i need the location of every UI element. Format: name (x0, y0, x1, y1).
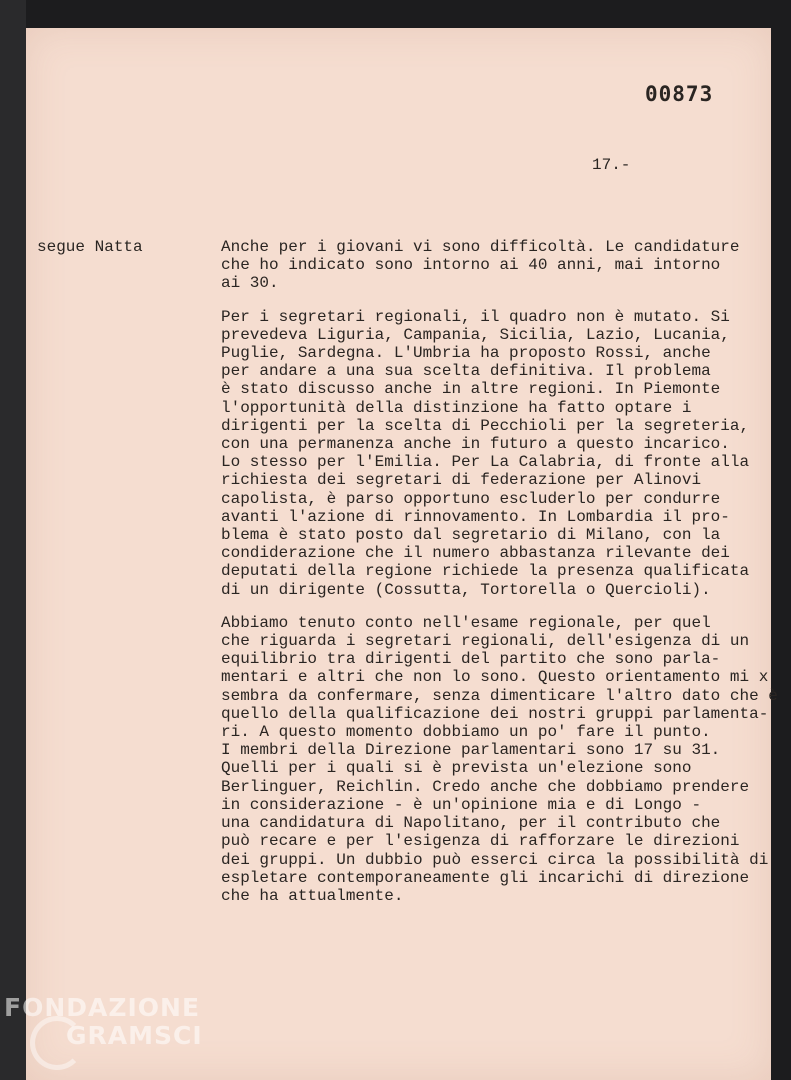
text-line: in considerazione - è un'opinione mia e di Longo - (221, 795, 702, 814)
text-line: una candidatura di Napolitano, per il contributo che (221, 814, 721, 833)
watermark-line-1: FONDAZIONE (4, 993, 201, 1022)
text-line: di un dirigente (Cossutta, Tortorella o Quercioli). (221, 580, 711, 599)
text-line: con una permanenza anche in futuro a questo incarico. (221, 435, 730, 454)
page-number: 17.- (592, 156, 631, 174)
text-line: che ho indicato sono intorno ai 40 anni, mai intorno (221, 256, 721, 275)
text-line: I membri della Direzione parlamentari sono 17 su 31. (221, 741, 721, 760)
text-line: blema è stato posto dal segretario di Milano, con la (221, 526, 721, 545)
text-line: equilibrio tra dirigenti del partito che sono parla- (221, 650, 721, 669)
text-line: Anche per i giovani vi sono difficoltà. Le candidature (221, 238, 740, 256)
paragraph (221, 308, 766, 599)
text-line: quello della qualificazione dei nostri gruppi parlamenta- (221, 704, 769, 723)
text-line: per andare a una sua scelta definitiva. Il problema (221, 362, 711, 381)
text-line: l'opportunità della distinzione ha fatto optare i (221, 398, 692, 417)
text-line: sembra da confermare, senza dimenticare l'altro dato che è (221, 686, 778, 705)
text-line: Puglie, Sardegna. L'Umbria ha proposto Rossi, anche (221, 344, 711, 363)
text-line: mentari e altri che non lo sono. Questo orientamento mi x (221, 668, 769, 687)
watermark (4, 994, 203, 1050)
text-line: deputati della regione richiede la presenza qualificata (221, 562, 750, 581)
text-line: dei gruppi. Un dubbio può esserci circa la possibilità di (221, 850, 769, 869)
paragraph (221, 613, 778, 905)
text-line: condiderazione che il numero abbastanza rilevante dei (221, 544, 730, 563)
text-line: Berlinguer, Reichlin. Credo anche che dobbiamo prendere (221, 777, 750, 796)
text-line: può recare e per l'esigenza di rafforzare le direzioni (221, 832, 740, 851)
text-line: che riguarda i segretari regionali, dell'esigenza di un (221, 632, 750, 651)
text-line: Quelli per i quali si è prevista un'elezione sono (221, 759, 692, 778)
scanner-edge (0, 0, 26, 1080)
paragraph (221, 238, 766, 293)
document-number: 00873 (645, 82, 714, 106)
document-body (221, 238, 778, 920)
text-line: dirigenti per la scelta di Pecchioli per la segreteria, (221, 416, 750, 435)
text-line: avanti l'azione di rinnovamento. In Lombardia il pro- (221, 507, 730, 526)
text-line: capolista, è parso opportuno escluderlo per condurre (221, 489, 721, 508)
text-line: ai 30. (221, 274, 279, 293)
text-line: Per i segretari regionali, il quadro non è mutato. Si (221, 307, 730, 326)
text-line: Abbiamo tenuto conto nell'esame regionale, per quel (221, 613, 711, 632)
text-line: prevedeva Liguria, Campania, Sicilia, Lazio, Lucania, (221, 325, 730, 344)
text-line: ri. A questo momento dobbiamo un po' fare il punto. (221, 723, 711, 742)
watermark-line-2: GRAMSCI (66, 1021, 203, 1050)
text-line: richiesta dei segretari di federazione per Alinovi (221, 471, 702, 490)
text-line: Lo stesso per l'Emilia. Per La Calabria, di fronte alla (221, 453, 750, 472)
text-line: espletare contemporaneamente gli incarichi di direzione (221, 868, 750, 887)
text-line: che ha attualmente. (221, 886, 404, 905)
text-line: è stato discusso anche in altre regioni. In Piemonte (221, 380, 721, 399)
speaker-label: segue Natta (37, 238, 143, 256)
